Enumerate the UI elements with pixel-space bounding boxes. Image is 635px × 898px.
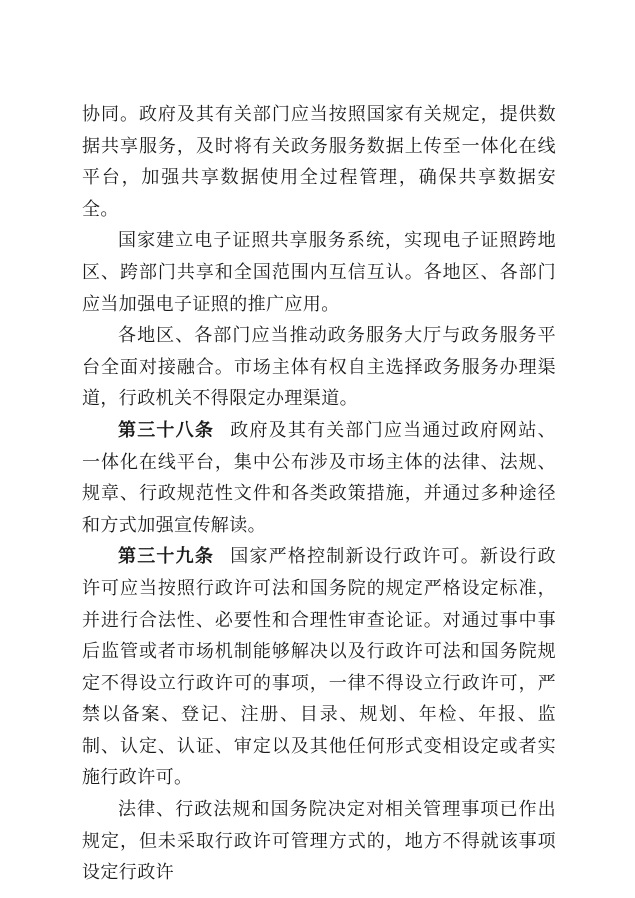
article-number-38: 第三十八条 xyxy=(118,419,215,441)
document-body xyxy=(82,99,556,889)
paragraph-text: 法律、行政法规和国务院决定对相关管理事项已作出规定，但未采取行政许可管理方式的，地方不得就该事项设定行政许 xyxy=(82,799,556,884)
paragraph-3 xyxy=(82,320,556,415)
paragraph-text: 国家建立电子证照共享服务系统，实现电子证照跨地区、跨部门共享和全国范围内互信互认。各地区、各部门应当加强电子证照的推广应用。 xyxy=(82,230,556,315)
article-39-paragraph xyxy=(82,541,556,794)
paragraph-2 xyxy=(82,225,556,320)
article-38-paragraph xyxy=(82,415,556,541)
paragraph-text: 协同。政府及其有关部门应当按照国家有关规定，提供数据共享服务，及时将有关政务服务数据上传至一体化在线平台，加强共享数据使用全过程管理，确保共享数据安全。 xyxy=(82,104,556,220)
paragraph-text: 国家严格控制新设行政许可。新设行政许可应当按照行政许可法和国务院的规定严格设定标准，并进行合法性、必要性和合理性审查论证。对通过事中事后监管或者市场机制能够解决以及行政许可法和国务院规定不得设立行政许可的事项，一律不得设立行政许可，严禁以备案、登记、注册、目录、规划、年检、年报、监制、认定、认证、审定以及其他任何形式变相设定或者实施行政许可。 xyxy=(82,546,557,789)
paragraph-text: 政府及其有关部门应当通过政府网站、一体化在线平台，集中公布涉及市场主体的法律、法规、规章、行政规范性文件和各类政策措施，并通过多种途径和方式加强宣传解读。 xyxy=(82,419,557,536)
paragraph-text: 各地区、各部门应当推动政务服务大厅与政务服务平台全面对接融合。市场主体有权自主选择政务服务办理渠道，行政机关不得限定办理渠道。 xyxy=(82,325,556,410)
paragraph-6 xyxy=(82,794,556,889)
paragraph-1 xyxy=(82,99,556,225)
article-number-39: 第三十九条 xyxy=(118,546,215,568)
